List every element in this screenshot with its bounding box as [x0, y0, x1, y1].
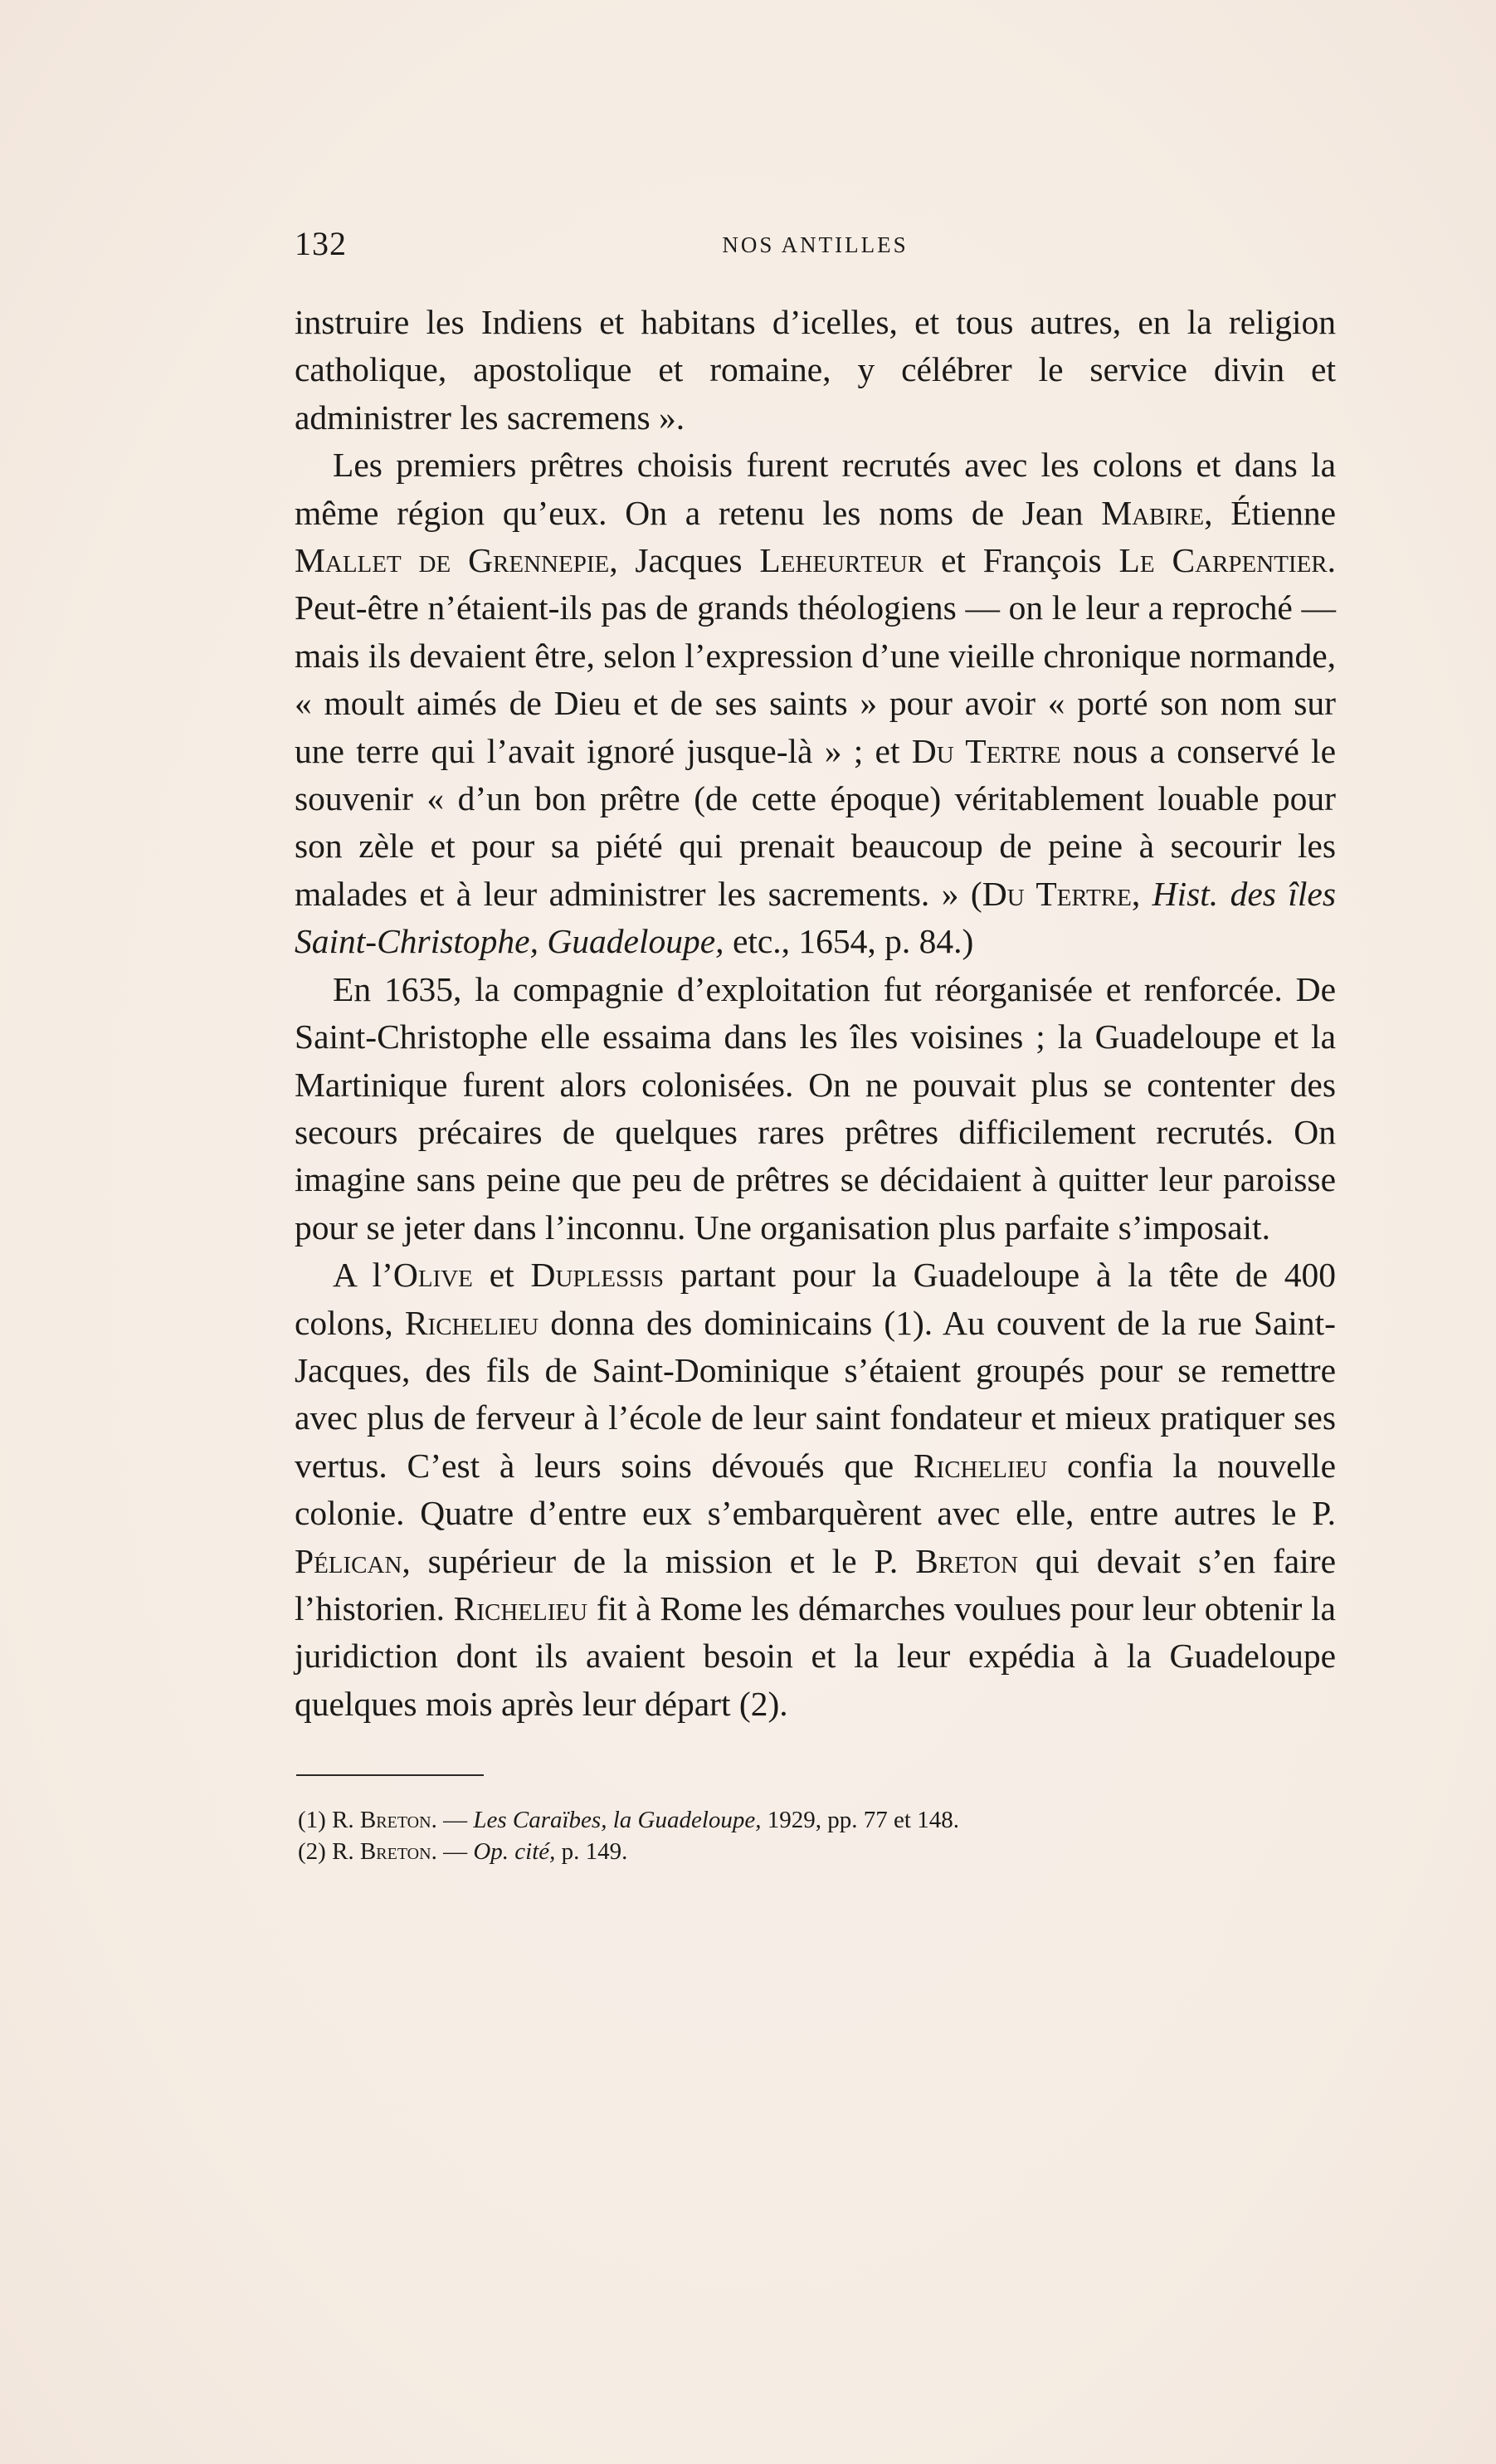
paragraph — [295, 299, 1336, 442]
text-run: , — [1131, 874, 1152, 913]
footnote — [295, 1804, 1336, 1836]
paragraph — [295, 442, 1336, 965]
small-caps-name: Mallet de Grennepie — [295, 541, 610, 580]
text-run: donna des dominicains (1). Au couvent de la rue Saint-Jacques, des fils de Saint-Dominique s’étaient groupés pour se remettre avec plus de ferveur à l’école de leur saint fondateur et mieux pratiquer ses vertus. C’est à leurs soins dévoués que — [295, 1303, 1337, 1485]
text-run: , Jacques — [609, 541, 760, 580]
book-page — [295, 224, 1336, 1867]
small-caps-name: Du Tertre — [911, 731, 1061, 770]
italic-text: Hist. des îles Saint-Christophe, Guadeloupe, — [295, 874, 1337, 961]
text-run: (1) R. — [298, 1807, 360, 1834]
italic-text: Les Caraïbes, la Guadeloupe, — [473, 1807, 762, 1834]
text-run: 1929, pp. 77 et 148. — [761, 1807, 959, 1834]
text-run: p. 149. — [555, 1838, 628, 1866]
text-run: nous a conservé le souvenir « d’un bon prêtre (de cette époque) véritablement louable pour son zèle et pour sa piété qui prenait beaucoup de peine à secourir les malades et à leur administrer les sacrements. » ( — [295, 731, 1336, 913]
paragraph — [295, 1252, 1336, 1728]
text-run: qui devait s’en faire l’historien. — [295, 1541, 1336, 1627]
small-caps-name: Duplessis — [530, 1256, 665, 1295]
running-head — [295, 224, 1336, 274]
small-caps-name: Olive — [392, 1256, 473, 1295]
text-run: Les premiers prêtres choisis furent recrutés avec les colons et dans la même région qu’eux. On a retenu les noms de Jean — [295, 446, 1336, 532]
small-caps-name: Breton — [915, 1541, 1018, 1580]
small-caps-name: Mabire — [1101, 493, 1205, 532]
text-run: partant pour la Guadeloupe à la tête de 400 colons, — [295, 1256, 1337, 1342]
text-run: . Peut-être n’étaient-ils pas de grands théologiens — on le leur a reproché — mais ils devaient être, selon l’expression d’une vieille chronique normande, « moult aimés de Dieu et de ses saints » pour avoir « porté son nom sur une terre qui l’avait ignoré jusque-là » ; et — [295, 541, 1337, 770]
text-run: (2) R. — [298, 1838, 360, 1866]
small-caps-name: Du Tertre — [982, 874, 1132, 913]
text-run: et François — [923, 541, 1119, 580]
text-run: et — [472, 1256, 531, 1295]
text-run: . — — [431, 1838, 474, 1866]
page-number: 132 — [295, 225, 347, 262]
small-caps-name: Breton — [359, 1807, 431, 1834]
text-run: confia la nouvelle colonie. Quatre d’entre eux s’embarquèrent avec elle, entre autres le P. — [295, 1446, 1336, 1533]
text-run: fit à Rome les démarches voulues pour leur obtenir la juridiction dont ils avaient besoin et la leur expédia à la Guadeloupe quelques mois après leur départ (2). — [295, 1588, 1336, 1723]
text-run: etc., 1654, p. 84.) — [724, 922, 974, 961]
footnotes — [295, 1804, 1336, 1867]
body-text — [295, 299, 1336, 1728]
running-title: NOS ANTILLES — [722, 232, 909, 257]
text-run: instruire les Indiens et habitans d’icelles, et tous autres, en la religion catholique, apostolique et romaine, y célébrer le service divin et administrer les sacremens ». — [295, 303, 1336, 437]
text-run: En 1635, la compagnie d’exploitation fut réorganisée et renforcée. De Saint-Christophe elle essaima dans les îles voisines ; la Guadeloupe et la Martinique furent alors colonisées. On ne pouvait plus se contenter des secours précaires de quelques rares prêtres difficilement recrutés. On imagine sans peine que peu de prêtres se décidaient à quitter leur paroisse pour se jeter dans l’inconnu. Une organisation plus parfaite s’imposait. — [295, 969, 1336, 1247]
footnote-rule — [296, 1774, 484, 1776]
small-caps-name: Le Carpentier — [1118, 541, 1328, 580]
italic-text: Op. cité, — [473, 1838, 556, 1866]
small-caps-name: Breton — [359, 1838, 431, 1866]
text-run: A l’ — [333, 1256, 393, 1295]
small-caps-name: Pélican — [295, 1541, 402, 1580]
small-caps-name: Richelieu — [453, 1588, 588, 1627]
text-run: , Étienne — [1204, 493, 1336, 532]
footnote — [295, 1836, 1336, 1867]
text-run: . — — [431, 1807, 474, 1834]
paragraph — [295, 966, 1336, 1252]
text-run: , supérieur de la mission et le P. — [402, 1541, 916, 1580]
small-caps-name: Richelieu — [404, 1303, 539, 1342]
small-caps-name: Leheurteur — [759, 541, 924, 580]
small-caps-name: Richelieu — [913, 1446, 1048, 1485]
